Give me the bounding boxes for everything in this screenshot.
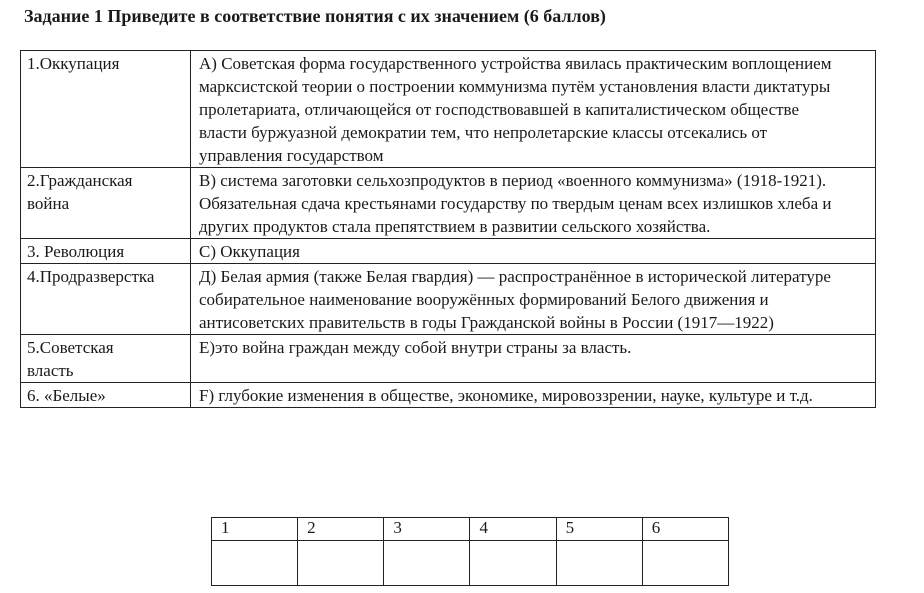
answer-header-cell: 3	[384, 518, 470, 541]
term-text: 5.Советская власть	[27, 338, 114, 380]
term-cell	[21, 168, 191, 239]
table-row	[21, 383, 876, 408]
answer-cell[interactable]	[642, 541, 728, 586]
table-row	[21, 335, 876, 383]
answer-cell[interactable]	[470, 541, 556, 586]
term-cell: 4.Продразверстка	[21, 264, 191, 335]
answer-cell[interactable]	[384, 541, 470, 586]
answer-header-cell: 4	[470, 518, 556, 541]
answer-header-row	[212, 518, 729, 541]
term-cell: 3. Революция	[21, 239, 191, 264]
answer-cell[interactable]	[212, 541, 298, 586]
answer-cell[interactable]	[556, 541, 642, 586]
matching-table	[20, 50, 876, 408]
answer-table	[211, 517, 729, 586]
answer-header-cell: 2	[298, 518, 384, 541]
answer-input-row	[212, 541, 729, 586]
term-cell	[21, 335, 191, 383]
definition-text: А) Советская форма государственного устройства явилась практическим воплощением марксистской теории о построении коммунизма путём установления власти диктатуры пролетариата, отличающейся от господствовавшей в капиталистическом обществе власти буржуазной демократии тем, что непролетарские классы отсекались от управления государством	[199, 54, 832, 165]
table-row	[21, 264, 876, 335]
term-text: 2.Гражданская война	[27, 171, 133, 213]
definition-cell: F) глубокие изменения в обществе, экономике, мировоззрении, науке, культуре и т.д.	[191, 383, 876, 408]
term-cell: 6. «Белые»	[21, 383, 191, 408]
answer-header-cell: 6	[642, 518, 728, 541]
definition-cell: Е)это война граждан между собой внутри страны за власть.	[191, 335, 876, 383]
definition-cell	[191, 51, 876, 168]
term-cell: 1.Оккупация	[21, 51, 191, 168]
definition-cell: С) Оккупация	[191, 239, 876, 264]
table-row	[21, 239, 876, 264]
definition-cell: Д) Белая армия (также Белая гвардия) — распространённое в исторической литературе собирательное наименование вооружённых формирований Белого движения и антисоветских правительств в годы Гражданской войны в России (1917—1922)	[191, 264, 876, 335]
answer-cell[interactable]	[298, 541, 384, 586]
table-row	[21, 51, 876, 168]
answer-header-cell: 5	[556, 518, 642, 541]
answer-header-cell: 1	[212, 518, 298, 541]
definition-cell: В) система заготовки сельхозпродуктов в период «военного коммунизма» (1918-1921). Обязательная сдача крестьянами государству по твердым ценам всех излишков хлеба и других продуктов стала препятствием в развитии сельского хозяйства.	[191, 168, 876, 239]
task-title: Задание 1 Приведите в соответствие понятия с их значением (6 баллов)	[24, 6, 606, 26]
table-row	[21, 168, 876, 239]
